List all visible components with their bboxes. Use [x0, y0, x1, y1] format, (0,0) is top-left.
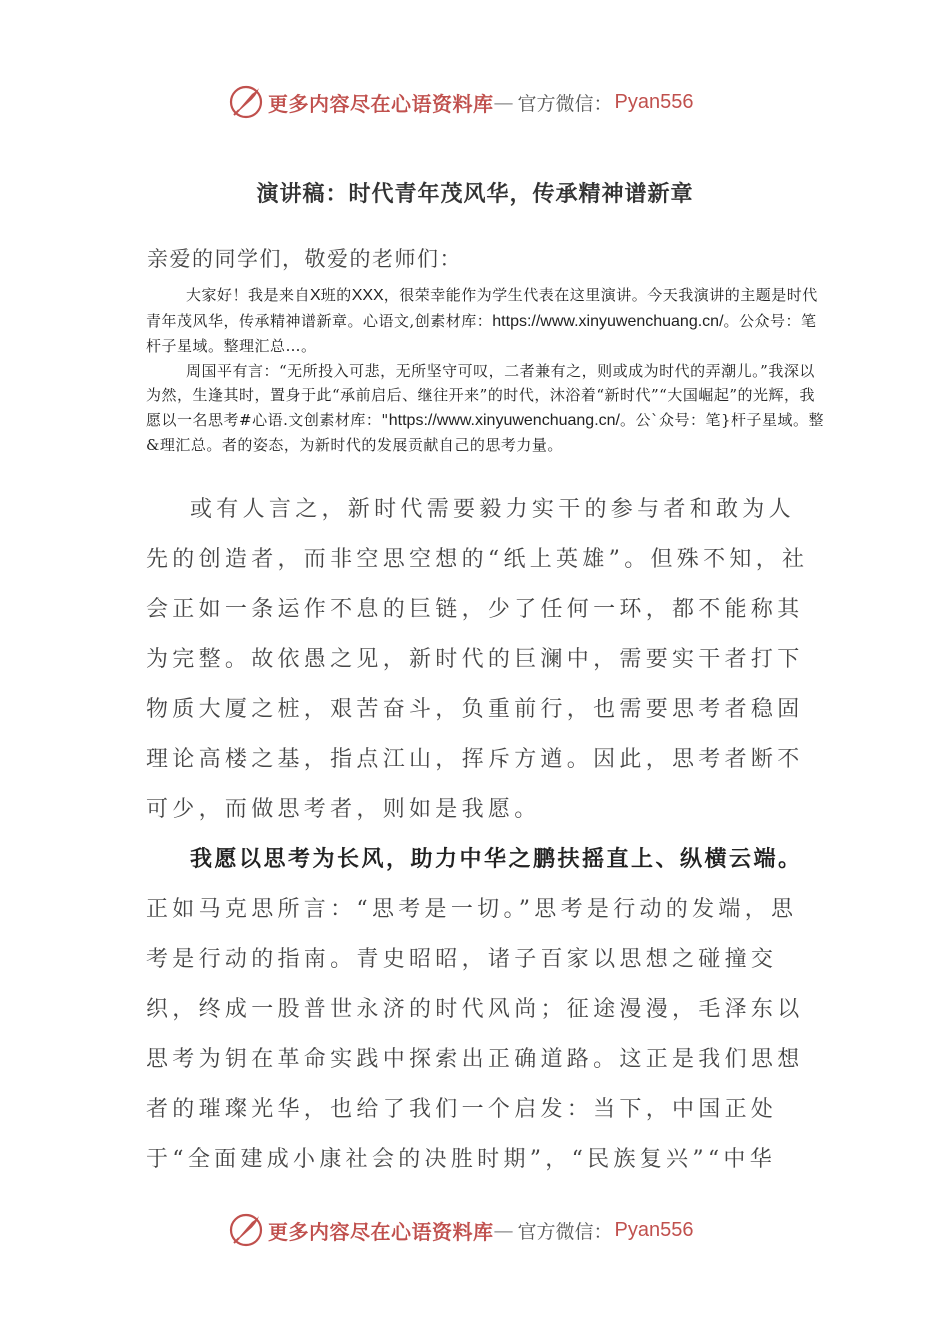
banner-text: 更多内容尽在心语资料库 — [268, 91, 494, 116]
banner-wechat-label: 官方微信： — [517, 92, 613, 115]
banner-separator: — — [493, 1218, 514, 1242]
small-paragraph: 大家好！我是来自X班的XXX，很荣幸能作为学生代表在这里演讲。今天我演讲的主题是时代青年茂风华，传承精神谱新章。心语文,创素材库：https://www.xinyuwenchuang.cn/。公众号：笔杆子星域。整理汇总…。 — [146, 286, 818, 355]
banner-text: 更多内容尽在心语资料库 — [268, 1219, 494, 1244]
banner-wechat-label: 官方微信： — [517, 1220, 613, 1243]
banner-wechat-id: Pyan556 — [614, 1218, 694, 1241]
small-text-block — [146, 283, 826, 458]
quill-logo-icon — [228, 84, 264, 120]
body-text-block — [146, 485, 810, 1185]
salutation: 亲爱的同学们，敬爱的老师们： — [147, 247, 462, 271]
url-text: https://www.xinyuwenchuang.cn/ — [388, 411, 620, 429]
footer-banner — [228, 1210, 748, 1250]
body-paragraph: 我愿以思考为长风，助力中华之鹏扶摇直上、纵横云端。正如马克思所言：“思考是一切。”思考是行动的发端，思考是行动的指南。青史昭昭，诸子百家以思想之碰撞交织，终成一股普世永济的时代风尚；征途漫漫，毛泽东以思考为钥在革命实践中探索出正确道路。这正是我们思想者的璀璨光华，也给了我们一个启发：当下，中国正处于“全面建成小康社会的决胜时期”，“民族复兴”“中华 — [146, 847, 804, 1172]
banner-separator: — — [493, 90, 514, 114]
banner-wechat-id: Pyan556 — [614, 90, 694, 113]
bold-lead-sentence: 我愿以思考为长风，助力中华之鹏扶摇直上、纵横云端。 — [190, 847, 803, 872]
url-text: https://www.xinyuwenchuang.cn/ — [492, 312, 724, 330]
quill-logo-icon — [228, 1212, 264, 1248]
body-paragraph: 或有人言之，新时代需要毅力实干的参与者和敢为人先的创造者，而非空思空想的“纸上英雄”。但殊不知，社会正如一条运作不息的巨链，少了任何一环，都不能称其为完整。故依愚之见，新时代的巨澜中，需要实干者打下物质大厦之桩，艰苦奋斗，负重前行，也需要思考者稳固理论高楼之基，指点江山，挥斥方遒。因此，思考者断不可少，而做思考者，则如是我愿。 — [146, 497, 809, 822]
header-banner — [228, 82, 748, 122]
small-paragraph: 周国平有言：“无所投入可悲，无所坚守可叹，二者兼有之，则或成为时代的弄潮儿。”我深以为然，生逢其时，置身于此“承前启后、继往开来”的时代，沐浴着“新时代”“大国崛起”的光辉，我愿以一名思考#心语.文创素材库："https://www.xinyuwenchuang.cn/。公`众号：笔}杆子星域。整&理汇总。者的姿态，为新时代的发展贡献自己的思考力量。 — [146, 361, 825, 454]
document-title: 演讲稿：时代青年茂风华，传承精神谱新章 — [256, 182, 694, 207]
